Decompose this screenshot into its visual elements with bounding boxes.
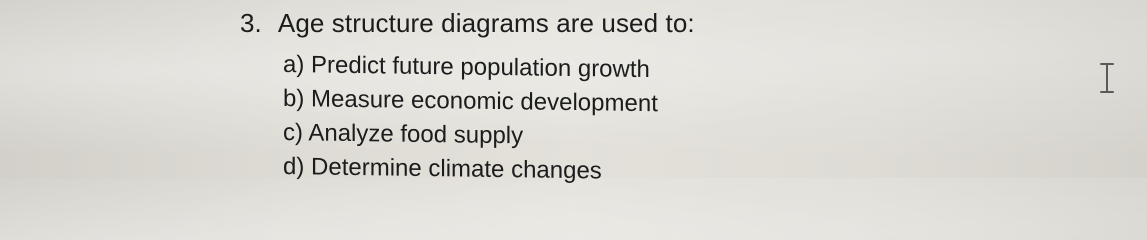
question-text: Age structure diagrams are used to:: [277, 8, 695, 38]
option-d: d) Determine climate changes: [283, 153, 602, 185]
text-cursor-icon: [1095, 62, 1119, 94]
option-b: b) Measure economic development: [283, 85, 658, 118]
question-heading: [240, 8, 695, 39]
option-a: a) Predict future population growth: [283, 51, 650, 84]
option-c: c) Analyze food supply: [283, 119, 524, 150]
answer-options: [283, 48, 658, 184]
question-number: 3.: [240, 8, 262, 38]
question-block: [240, 4, 1060, 185]
